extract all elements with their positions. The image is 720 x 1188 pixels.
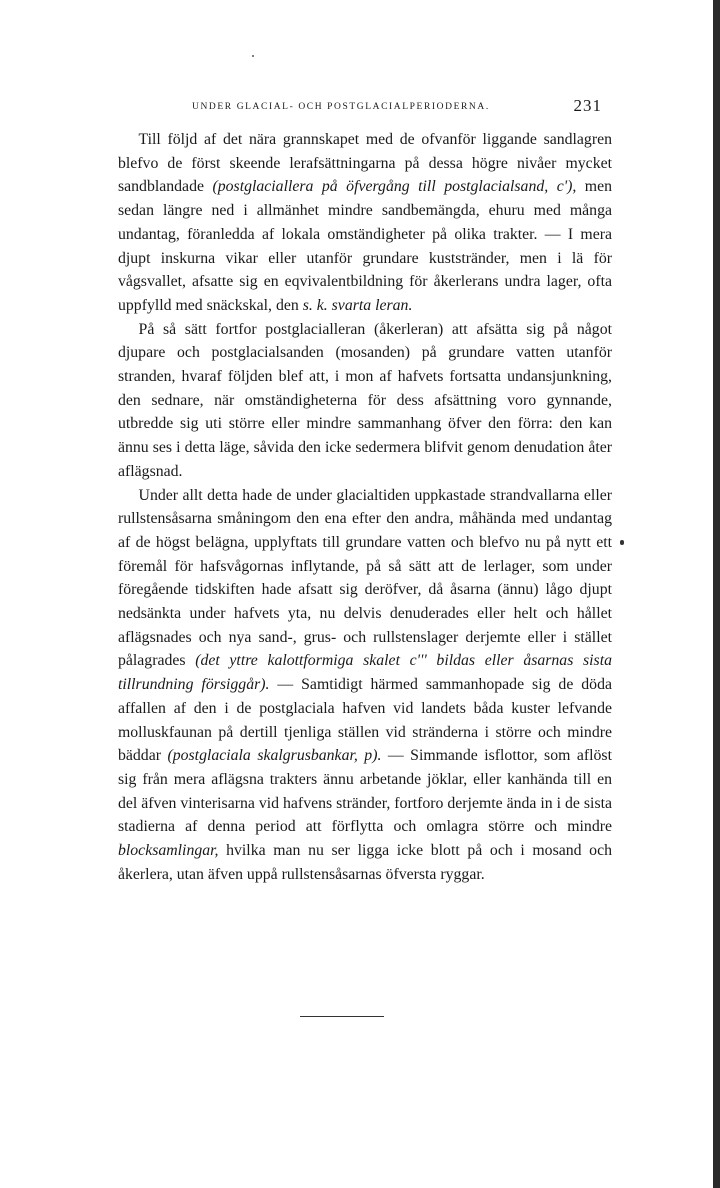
- italic-segment: (postglaciala skalgrusbankar, p).: [167, 747, 382, 765]
- paragraph-3: [118, 484, 612, 887]
- body-text: [118, 128, 612, 887]
- paragraph-1: [118, 128, 612, 318]
- scan-speck: [252, 55, 254, 57]
- italic-segment: blocksamlingar,: [118, 842, 219, 860]
- text-segment: Under allt detta hade de under glacialtiden uppkastade strandvallarna eller rullstensåsarna småningom den ena efter den andra, måhända med undantag af de högst belägna, upplyftats till grundare vatten och blefvo nu på nytt ett föremål för hafsvågornas inflytande, på så sätt att de lerlager, som under föregående tidskiften hade afsatt sig deröfver, då åsarna (ännu) lågo djupt nedsänkta under hafvets yta, nu delvis denuderades eller helt och hållet aflägsnades och nya sand-, grus- och rullstenslager derjemte eller i stället pålagrades: [118, 486, 612, 670]
- scan-border: [713, 0, 720, 1188]
- running-title: UNDER GLACIAL- OCH POSTGLACIALPERIODERNA.: [192, 102, 490, 112]
- text-segment: — Samtidigt härmed sammanhopade sig de döda affallen af den i de postglaciala hafven vid landets båda kuster lefvande molluskfaunan på dertill tjenliga ställen vid stränderna i större och mindre bäddar: [118, 676, 612, 765]
- section-divider: [300, 1016, 384, 1017]
- paragraph-2: [118, 318, 612, 484]
- text-segment: — Simmande isflottor, som aflöst sig från mera aflägsna trakters ännu arbetande jöklar, eller kanhända till en del äfven vinterisarna vid hafvens stränder, fortforo derjemte ända in i de sista stadierna af denna period att förflytta och omlagra större och mindre: [118, 747, 612, 836]
- text-segment: På så sätt fortfor postglacialleran (åkerleran) att afsätta sig på något djupare och postglacialsanden (mosanden) på grundare vatten utanför stranden, hvaraf följden blef att, i mon af hafvets fortsatta undansjunkning, den sednare, när omständigheterna för dess afsättning voro gynnande, utbredde sig uti större eller mindre sammanhang öfver den förra: den kan ännu ses i detta läge, såvida den icke sedermera blifvit genom denudation åter aflägsnad.: [118, 320, 612, 480]
- text-segment: men sedan längre ned i allmänhet mindre sandbemängda, ehuru med många undantag, föranledda af lokala omständigheter på olika trakter. — I mera djupt inskurna vikar eller utanför grundare kuststränder, men i lä för vågsvallet, afsatte sig en eqvivalentbildning för åkerlerans undra lager, ofta uppfylld med snäckskal, den: [118, 178, 612, 314]
- text-segment: hvilka man nu ser ligga icke blott på och i mosand och åkerlera, utan äfven uppå rullstensåsarnas öfversta ryggar.: [118, 842, 612, 883]
- italic-segment: s. k. svarta leran.: [302, 296, 413, 314]
- margin-mark: [620, 540, 624, 545]
- text-segment: Till följd af det nära grannskapet med de ofvanför liggande sandlagren blefvo de först skeende lerafsättningarna på dessa högre nivåer mycket sandblandade: [118, 131, 612, 196]
- page-number: 231: [573, 96, 602, 115]
- italic-segment: (postglaciallera på öfvergång till postglacialsand, c'),: [212, 178, 577, 196]
- page-header: [118, 96, 602, 120]
- italic-segment: (det yttre kalottformiga skalet c''' bildas eller åsarnas sista tillrundning försiggår).: [118, 652, 612, 694]
